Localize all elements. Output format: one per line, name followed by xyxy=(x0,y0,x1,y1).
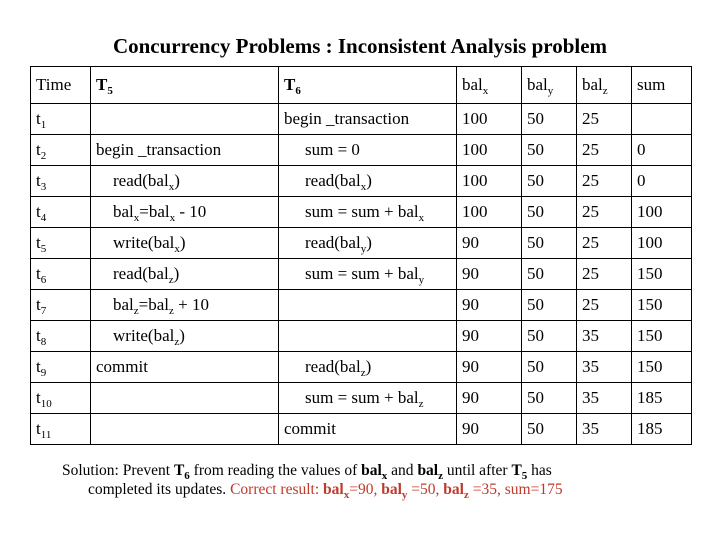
balx-value: 100 xyxy=(457,166,522,197)
header-sum: sum xyxy=(632,67,692,104)
t5-operation: write(bal$_z$) xyxy=(91,321,279,352)
balz-value: 35 xyxy=(577,414,632,445)
t6-operation: read(bal$_x$) xyxy=(279,166,457,197)
solution-line-2: completed its updates. Correct result: bal$_x$=90, bal$_y$ =50, bal$_z$ =35, sum=175 xyxy=(88,481,563,501)
t6-operation xyxy=(279,290,457,321)
table-row xyxy=(31,259,692,290)
t5-operation: bal$_z$=bal$_z$ + 10 xyxy=(91,290,279,321)
balx-value: 100 xyxy=(457,135,522,166)
t5-operation: read(bal$_z$) xyxy=(91,259,279,290)
t6-operation: commit xyxy=(279,414,457,445)
time-cell: $t_4$ xyxy=(31,197,91,228)
balx-value: 90 xyxy=(457,321,522,352)
table-row xyxy=(31,197,692,228)
balx-value: 90 xyxy=(457,259,522,290)
baly-value: 50 xyxy=(522,352,577,383)
baly-value: 50 xyxy=(522,414,577,445)
sum-value: 100 xyxy=(632,197,692,228)
header-balz: bal$_z$ xyxy=(577,67,632,104)
baly-value: 50 xyxy=(522,321,577,352)
balz-value: 25 xyxy=(577,228,632,259)
baly-value: 50 xyxy=(522,166,577,197)
baly-value: 50 xyxy=(522,228,577,259)
correct-result: Correct result: bal$_x$=90, bal$_y$ =50, bal$_z$ =35, sum=175 xyxy=(226,481,563,501)
solution-note xyxy=(62,461,682,499)
balz-value: 25 xyxy=(577,290,632,321)
balz-value: 35 xyxy=(577,352,632,383)
time-cell: $t_5$ xyxy=(31,228,91,259)
t6-operation: sum = sum + bal$_z$ xyxy=(279,383,457,414)
table-row xyxy=(31,383,692,414)
sum-value: 185 xyxy=(632,383,692,414)
t5-operation: commit xyxy=(91,352,279,383)
balz-value: 25 xyxy=(577,166,632,197)
table-row xyxy=(31,414,692,445)
balz-value: 25 xyxy=(577,135,632,166)
solution-line-1: Solution: Prevent $T_6$ from reading the values of bal$_x$ and bal$_z$ until after $T_5$ has xyxy=(62,462,552,482)
schedule-table xyxy=(30,66,692,445)
balx-value: 100 xyxy=(457,197,522,228)
balz-value: 35 xyxy=(577,383,632,414)
t6-operation: sum = sum + bal$_y$ xyxy=(279,259,457,290)
time-cell: $t_7$ xyxy=(31,290,91,321)
balz-value: 25 xyxy=(577,197,632,228)
table-row xyxy=(31,352,692,383)
time-cell: $t_{11}$ xyxy=(31,414,91,445)
sum-value: 0 xyxy=(632,166,692,197)
t6-operation: read(bal$_z$) xyxy=(279,352,457,383)
table-row xyxy=(31,290,692,321)
t5-operation: begin _transaction xyxy=(91,135,279,166)
header-time: Time xyxy=(31,67,91,104)
sum-value xyxy=(632,104,692,135)
sum-value: 150 xyxy=(632,352,692,383)
sum-value: 100 xyxy=(632,228,692,259)
header-baly: bal$_y$ xyxy=(522,67,577,104)
table-row xyxy=(31,135,692,166)
sum-value: 150 xyxy=(632,321,692,352)
table-row xyxy=(31,104,692,135)
t5-operation: write(bal$_x$) xyxy=(91,228,279,259)
balx-value: 90 xyxy=(457,228,522,259)
t5-operation xyxy=(91,414,279,445)
time-cell: $t_{10}$ xyxy=(31,383,91,414)
baly-value: 50 xyxy=(522,383,577,414)
table-row xyxy=(31,166,692,197)
balx-value: 90 xyxy=(457,352,522,383)
t6-operation: read(bal$_y$) xyxy=(279,228,457,259)
time-cell: $t_3$ xyxy=(31,166,91,197)
baly-value: 50 xyxy=(522,104,577,135)
header-t5: $T_5$ xyxy=(91,67,279,104)
t6-operation xyxy=(279,321,457,352)
time-cell: $t_9$ xyxy=(31,352,91,383)
time-cell: $t_2$ xyxy=(31,135,91,166)
table-row xyxy=(31,228,692,259)
balz-value: 35 xyxy=(577,321,632,352)
t6-operation: sum = sum + bal$_x$ xyxy=(279,197,457,228)
t5-operation: read(bal$_x$) xyxy=(91,166,279,197)
baly-value: 50 xyxy=(522,290,577,321)
balx-value: 90 xyxy=(457,414,522,445)
balx-value: 90 xyxy=(457,383,522,414)
time-cell: $t_8$ xyxy=(31,321,91,352)
sum-value: 185 xyxy=(632,414,692,445)
balx-value: 100 xyxy=(457,104,522,135)
balz-value: 25 xyxy=(577,104,632,135)
t5-operation xyxy=(91,104,279,135)
balz-value: 25 xyxy=(577,259,632,290)
time-cell: $t_6$ xyxy=(31,259,91,290)
header-t6: $T_6$ xyxy=(279,67,457,104)
sum-value: 0 xyxy=(632,135,692,166)
t5-operation: bal$_x$=bal$_x$ - 10 xyxy=(91,197,279,228)
time-cell: $t_1$ xyxy=(31,104,91,135)
sum-value: 150 xyxy=(632,290,692,321)
baly-value: 50 xyxy=(522,259,577,290)
table-header-row xyxy=(31,67,692,104)
baly-value: 50 xyxy=(522,135,577,166)
table-row xyxy=(31,321,692,352)
t5-operation xyxy=(91,383,279,414)
page-title: Concurrency Problems : Inconsistent Analysis problem xyxy=(112,34,608,58)
header-balx: bal$_x$ xyxy=(457,67,522,104)
t6-operation: sum = 0 xyxy=(279,135,457,166)
t6-operation: begin _transaction xyxy=(279,104,457,135)
balx-value: 90 xyxy=(457,290,522,321)
sum-value: 150 xyxy=(632,259,692,290)
baly-value: 50 xyxy=(522,197,577,228)
